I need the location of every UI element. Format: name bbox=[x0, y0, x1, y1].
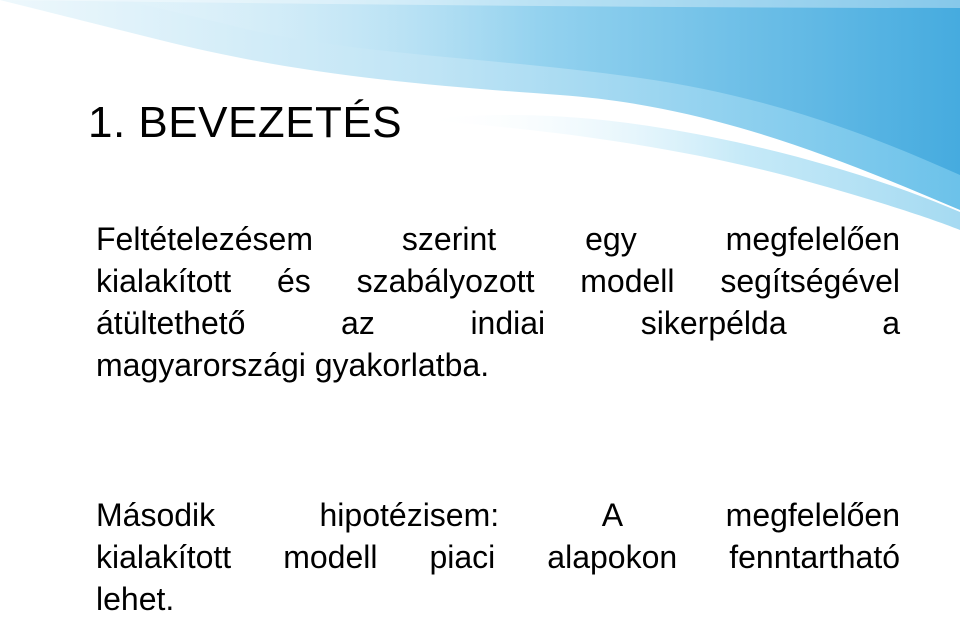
paragraph-hypothesis-1 bbox=[96, 218, 900, 386]
paragraph-line: átültethető az indiai sikerpélda a bbox=[96, 305, 900, 341]
paragraph-line: Második hipotézisem: A megfelelően bbox=[96, 497, 900, 533]
paragraph-hypothesis-2 bbox=[96, 494, 900, 620]
paragraph-line: magyarországi gyakorlatba. bbox=[96, 347, 490, 383]
paragraph-line: kialakított modell piaci alapokon fenntartható bbox=[96, 539, 900, 575]
paragraph-line: kialakított és szabályozott modell segítségével bbox=[96, 263, 900, 299]
paragraph-line: lehet. bbox=[96, 581, 175, 617]
paragraph-line: Feltételezésem szerint egy megfelelően bbox=[96, 221, 900, 257]
slide-title: 1. BEVEZETÉS bbox=[88, 98, 403, 147]
